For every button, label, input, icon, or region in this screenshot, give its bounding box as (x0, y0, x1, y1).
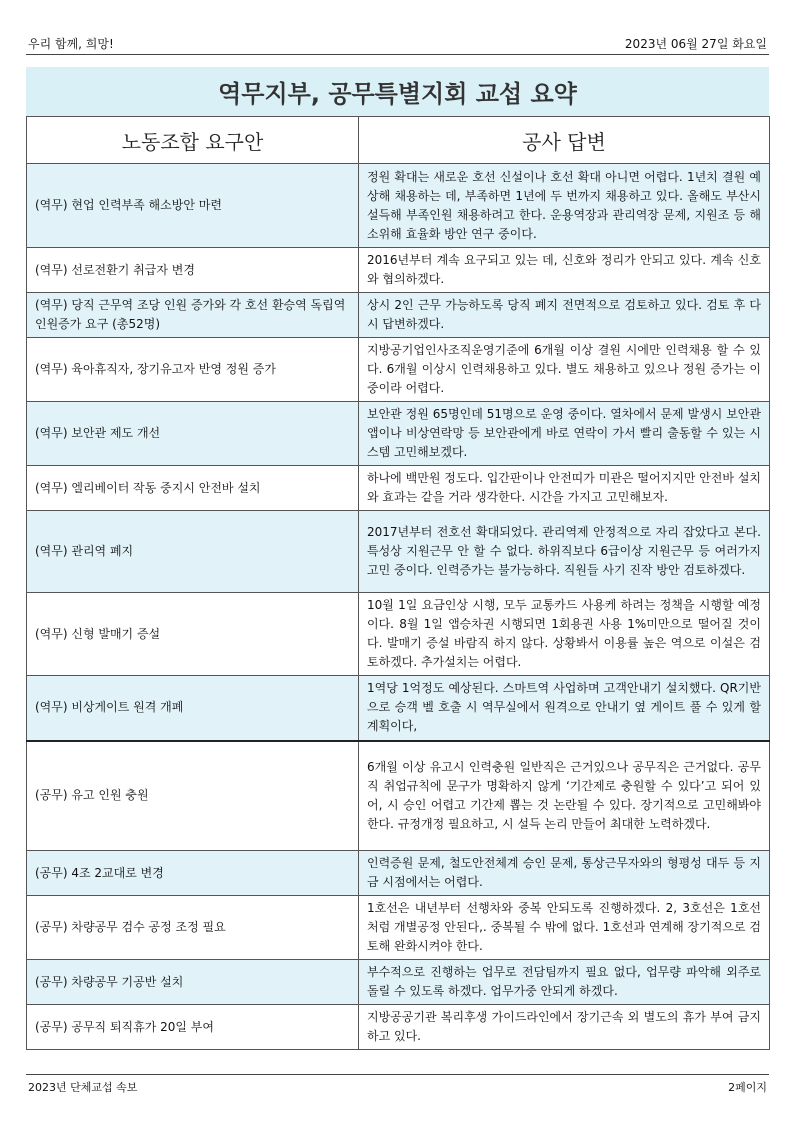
company-answer-cell: 지방공기업인사조직운영기준에 6개월 이상 결원 시에만 인력채용 할 수 있다. 6개월 이상시 인력채용하고 있다. 별도 채용하고 있으나 정원 증가는 이중이라 어렵다. (359, 338, 770, 402)
union-demand-cell: (역무) 현업 인력부족 해소방안 마련 (27, 164, 359, 248)
union-demand-cell: (역무) 엘리베이터 작동 중지시 안전바 설치 (27, 466, 359, 511)
union-demand-cell: (역무) 보안관 제도 개선 (27, 402, 359, 466)
table-row (27, 960, 770, 1005)
page-title: 역무지부, 공무특별지회 교섭 요약 (26, 67, 769, 116)
union-demand-cell: (역무) 비상게이트 원격 개폐 (27, 676, 359, 741)
table-row (27, 741, 770, 851)
table-header-row (27, 117, 770, 164)
company-answer-cell: 1역당 1억정도 예상된다. 스마트역 사업하며 고객안내기 설치했다. QR기반으로 승객 벨 호출 시 역무실에서 원격으로 안내기 옆 게이트 풀 수 있게 할 계획이다, (359, 676, 770, 741)
table-row (27, 593, 770, 676)
header-date: 2023년 06월 27일 화요일 (624, 37, 767, 51)
company-answer-cell: 1호선은 내년부터 선행차와 중복 안되도록 진행하겠다. 2, 3호선은 1호선 처럼 개별공정 안된다,. 중복될 수 밖에 없다. 1호선과 연계해 장기적으로 검토해 완화시켜야 한다. (359, 896, 770, 960)
table-row (27, 402, 770, 466)
company-answer-cell: 부수적으로 진행하는 업무로 전담팀까지 필요 없다, 업무량 파악해 외주로 돌릴 수 있도록 하겠다. 업무가중 안되게 하겠다. (359, 960, 770, 1005)
company-answer-cell: 정원 확대는 새로운 호선 신설이나 호선 확대 아니면 어렵다. 1년치 결원 예상해 채용하는 데, 부족하면 1년에 두 번까지 채용하고 있다. 올해도 부산시 설득해 부족인원 채용하려고 한다. 운용역장과 관리역장 문제, 지원조 등 해소위해 효율화 방안 연구 중이다. (359, 164, 770, 248)
union-demand-cell: (공무) 4조 2교대로 변경 (27, 851, 359, 896)
table-row (27, 511, 770, 593)
table-row (27, 338, 770, 402)
column-header-union-demand: 노동조합 요구안 (27, 117, 359, 164)
page-footer (26, 1074, 769, 1096)
table-row (27, 466, 770, 511)
union-demand-cell: (역무) 육아휴직자, 장기유고자 반영 정원 증가 (27, 338, 359, 402)
table-row (27, 293, 770, 338)
column-header-company-answer: 공사 답변 (359, 117, 770, 164)
union-demand-cell: (역무) 관리역 폐지 (27, 511, 359, 593)
company-answer-cell: 인력증원 문제, 철도안전체계 승인 문제, 통상근무자와의 형평성 대두 등 지금 시점에서는 어렵다. (359, 851, 770, 896)
company-answer-cell: 10월 1일 요금인상 시행, 모두 교통카드 사용케 하려는 정책을 시행할 예정이다. 8월 1일 앱승차권 시행되면 1회용권 사용 1%미만으로 떨어질 것이다. 발매기 증설 바람직 하지 않다. 상황봐서 이용률 높은 역으로 이설은 검토하겠다. 추가설치는 어렵다. (359, 593, 770, 676)
negotiation-table (26, 116, 770, 1050)
union-demand-cell: (공무) 공무직 퇴직휴가 20일 부여 (27, 1005, 359, 1050)
footer-publication: 2023년 단체교섭 속보 (28, 1081, 138, 1094)
company-answer-cell: 지방공공기관 복리후생 가이드라인에서 장기근속 외 별도의 휴가 부여 금지하고 있다. (359, 1005, 770, 1050)
table-row (27, 1005, 770, 1050)
company-answer-cell: 6개월 이상 유고시 인력충원 일반직은 근거있으나 공무직은 근거없다. 공무직 취업규칙에 문구가 명확하지 않게 ‘기간제로 충원할 수 있다’고 되어 있어, 시 승인 어렵고 기간제 뽑는 것 논란될 수 있다. 장기적으로 고민해봐야 한다. 규정개정 필요하고, 시 설득 논리 만들어 최대한 노력하겠다. (359, 741, 770, 851)
table-row (27, 248, 770, 293)
company-answer-cell: 상시 2인 근무 가능하도록 당직 폐지 전면적으로 검토하고 있다. 검토 후 다시 답변하겠다. (359, 293, 770, 338)
union-demand-cell: (공무) 차량공무 검수 공정 조정 필요 (27, 896, 359, 960)
table-row (27, 851, 770, 896)
table-row (27, 896, 770, 960)
company-answer-cell: 2016년부터 계속 요구되고 있는 데, 신호와 정리가 안되고 있다. 계속 신호와 협의하겠다. (359, 248, 770, 293)
footer-page-number: 2페이지 (728, 1081, 767, 1094)
union-demand-cell: (공무) 유고 인원 충원 (27, 741, 359, 851)
union-demand-cell: (공무) 차량공무 기공반 설치 (27, 960, 359, 1005)
table-row (27, 164, 770, 248)
table-row (27, 676, 770, 741)
union-demand-cell: (역무) 선로전환기 취급자 변경 (27, 248, 359, 293)
union-demand-cell: (역무) 신형 발매기 증설 (27, 593, 359, 676)
company-answer-cell: 보안관 정원 65명인데 51명으로 운영 중이다. 열차에서 문제 발생시 보안관 앱이나 비상연락망 등 보안관에게 바로 연락이 가서 빨리 출동할 수 있는 시스템 고민해보겠다. (359, 402, 770, 466)
header-slogan: 우리 함께, 희망! (28, 37, 114, 51)
company-answer-cell: 하나에 백만원 정도다. 입간판이나 안전띠가 미관은 떨어지지만 안전바 설치와 효과는 같을 거라 생각한다. 시간을 가지고 고민해보자. (359, 466, 770, 511)
company-answer-cell: 2017년부터 전호선 확대되었다. 관리역제 안정적으로 자리 잡았다고 본다. 특성상 지원근무 안 할 수 없다. 하위직보다 6급이상 지원근무 등 여러가지 고민 중이다. 인력증가는 불가능하다. 직원들 사기 진작 방안 검토하겠다. (359, 511, 770, 593)
union-demand-cell: (역무) 당직 근무역 조당 인원 증가와 각 호선 환승역 독립역 인원증가 요구 (총52명) (27, 293, 359, 338)
page-header (26, 33, 769, 55)
